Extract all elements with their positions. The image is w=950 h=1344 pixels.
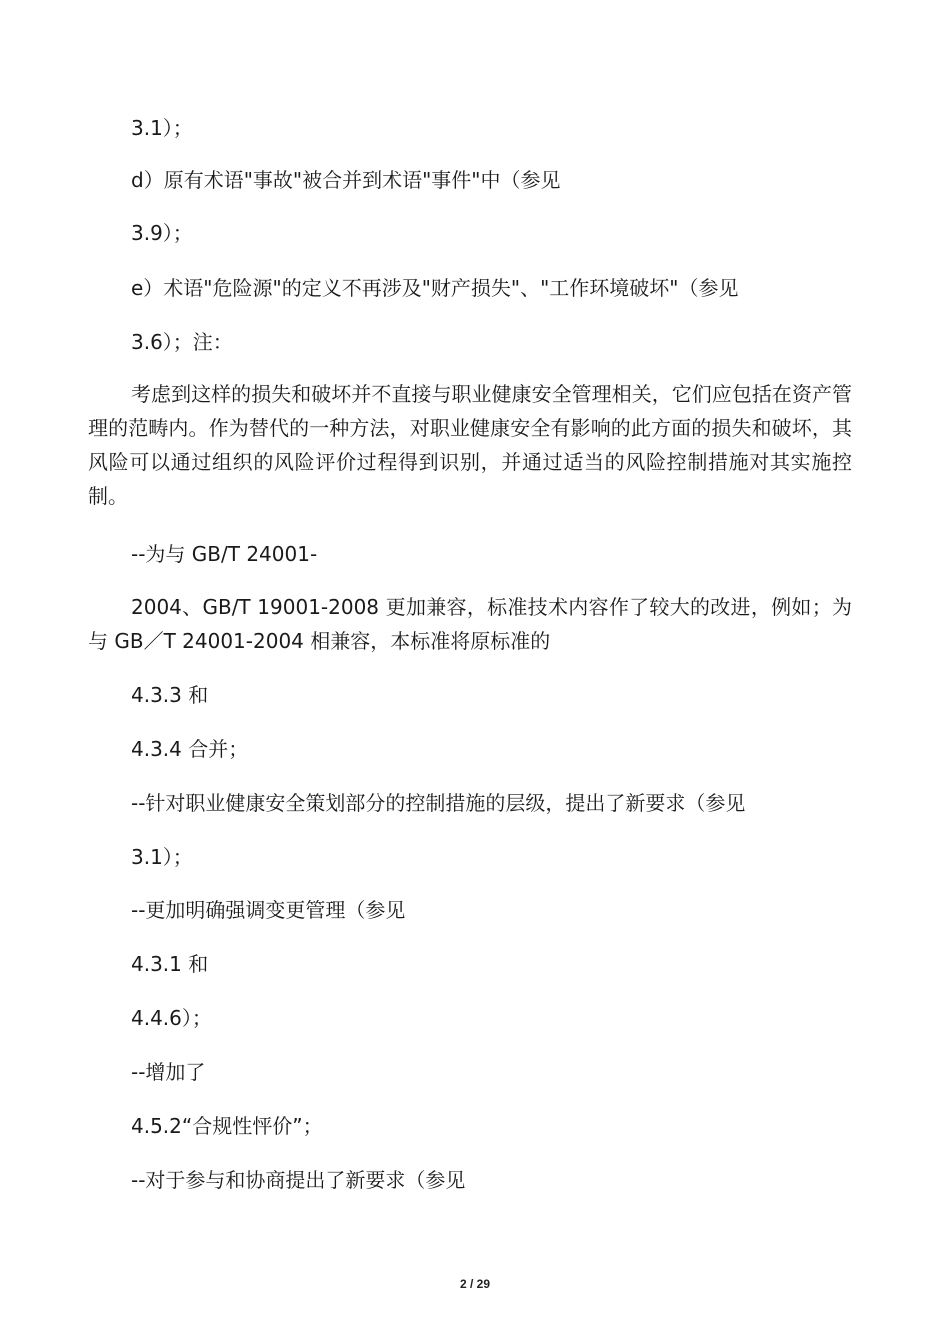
paragraph-text: 考虑到这样的损失和破坏并不直接与职业健康安全管理相关，它们应包括在资产管理的范畴内。作为替代的一种方法，对职业健康安全有影响的此方面的损失和破坏，其风险可以通过组织的风险评价过程得到识别，并通过适当的风险控制措施对其实施控制。 <box>88 382 852 508</box>
text-line: 3.9）； <box>131 221 193 245</box>
text-line: --增加了 <box>131 1060 206 1084</box>
text-line: e）术语"危险源"的定义不再涉及"财产损失"、"工作环境破坏"（参见 <box>131 276 739 300</box>
text-line: 4.5.2“合规性怦价”； <box>131 1114 323 1138</box>
text-line: --对于参与和协商提出了新要求（参见 <box>131 1168 466 1192</box>
text-line: 3.1）； <box>131 845 193 869</box>
text-line: 4.3.3 和 <box>131 683 209 707</box>
text-line: 4.3.1 和 <box>131 952 209 976</box>
text-line: --针对职业健康安全策划部分的控制措施的层级，提出了新要求（参见 <box>131 791 746 815</box>
text-line: --更加明确强调变更管理（参见 <box>131 898 406 922</box>
text-line: --为与 GB/T 24001- <box>131 542 318 566</box>
body-paragraph <box>88 590 852 658</box>
paragraph-text: 2004、GB/T 19001-2008 更加兼容，标准技术内容作了较大的改进，例如；为与 GB／T 24001-2004 相兼容，本标准将原标准的 <box>88 595 852 653</box>
body-paragraph <box>88 377 852 513</box>
text-line: d）原有术语"事故"被合并到术语"事件"中（参见 <box>131 168 561 192</box>
text-line: 4.4.6）； <box>131 1006 212 1030</box>
page-number: 2 / 29 <box>459 1277 491 1291</box>
text-line: 3.6）；注： <box>131 330 233 354</box>
text-line: 3.1）； <box>131 116 193 140</box>
text-line: 4.3.4 合并； <box>131 737 249 761</box>
